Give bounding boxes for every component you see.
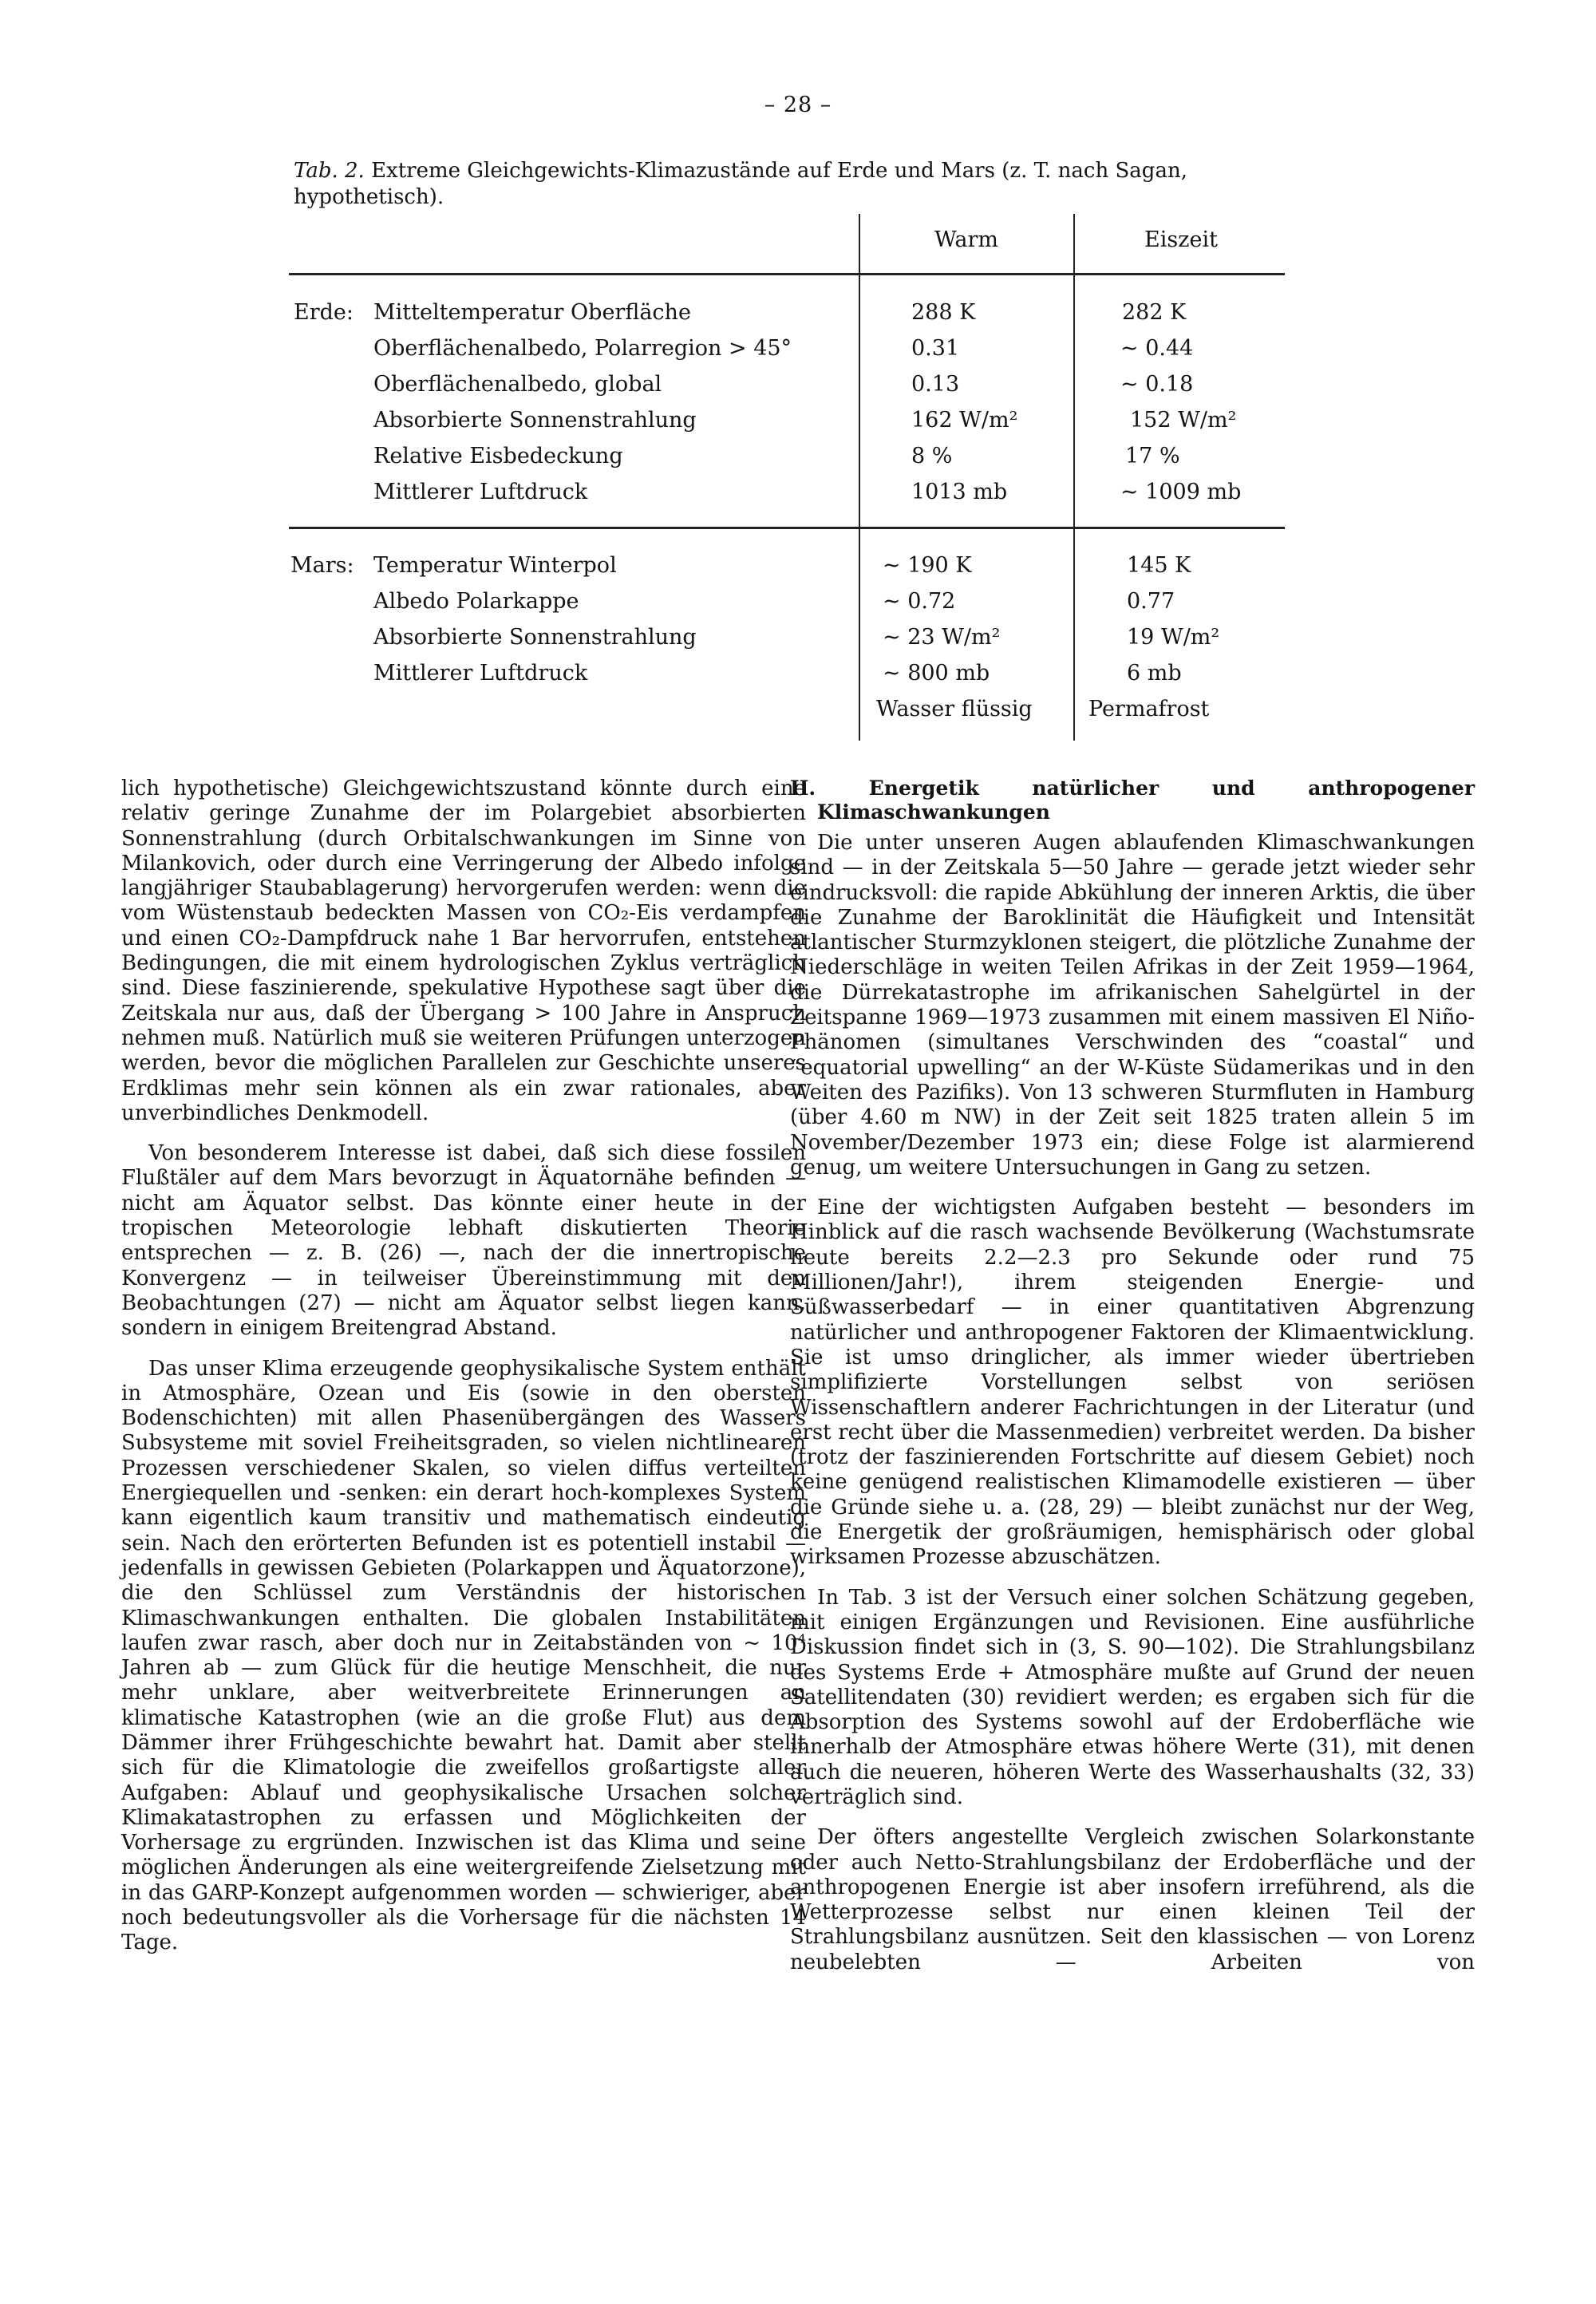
warm-cell: ~ 800 mb xyxy=(883,661,990,686)
section-heading: II. Energetik natürlicher und anthropogener Klimaschwankungen xyxy=(790,777,1475,824)
header-eiszeit: Eiszeit xyxy=(1144,227,1218,252)
eiszeit-cell: 17 % xyxy=(1125,444,1180,468)
eiszeit-cell: 282 K xyxy=(1122,300,1187,325)
header-warm: Warm xyxy=(934,227,998,252)
eiszeit-cell: 145 K xyxy=(1127,553,1191,578)
eiszeit-cell: ~ 0.44 xyxy=(1120,336,1194,361)
warm-cell: 288 K xyxy=(911,300,976,325)
body-paragraph: Der öfters angestellte Vergleich zwischen Solarkonstante oder auch Netto-Strahlungsbilanz der Erdoberfläche und der anthropogenen Energie ist aber insofern irreführend, als die Wetterprozesse selbst nur einen kleinen Teil der Strahlungsbilanz ausnützen. Seit den klassischen — von Lorenz neubelebten — Arbeiten von xyxy=(790,1825,1475,1974)
param-cell: Mitteltemperatur Oberfläche xyxy=(373,300,691,325)
warm-cell: ~ 0.72 xyxy=(883,589,956,614)
body-paragraph: In Tab. 3 ist der Versuch einer solchen Schätzung gegeben, mit einigen Ergänzungen und Revisionen. Eine ausführliche Diskussion findet sich in (3, S. 90—102). Die Strahlungsbilanz des Systems Erde + Atmosphäre mußte auf Grund der neuen Satellitendaten (30) revidiert werden; es ergaben sich für die Absorption des Systems sowohl auf der Erdoberfläche wie innerhalb der Atmosphäre etwas höhere Werte (31), mit denen auch die neueren, höheren Werte des Wasserhaushalts (32, 33) verträglich sind. xyxy=(790,1585,1475,1809)
param-cell: Mittlerer Luftdruck xyxy=(373,661,588,686)
table-rule-middle xyxy=(289,527,1285,529)
table-caption xyxy=(294,158,1307,211)
warm-cell: Wasser flüssig xyxy=(876,697,1033,721)
table-divider-right xyxy=(1073,214,1075,741)
group-label-erde: Erde: xyxy=(294,300,354,325)
page-number: – 28 – xyxy=(764,93,832,117)
table-caption-label: Tab. 2. xyxy=(294,159,365,183)
right-column xyxy=(790,777,1475,1990)
eiszeit-cell: Permafrost xyxy=(1088,697,1210,721)
eiszeit-cell: 6 mb xyxy=(1127,661,1182,686)
body-paragraph: lich hypothetische) Gleichgewichtszustand könnte durch eine relativ geringe Zunahme der im Polargebiet absorbierten Sonnenstrahlung (durch Orbitalschwankungen im Sinne von Milankovich, oder durch eine Verringerung der Albedo infolge langjähriger Staubablagerung) hervorgerufen werden: wenn die vom Wüstenstaub bedeckten Massen von CO₂-Eis verdampfen und einen CO₂-Dampfdruck nahe 1 Bar hervorrufen, entstehen Bedingungen, die mit einem hydrologischen Zyklus verträglich sind. Diese faszinierende, spekulative Hypothese sagt über die Zeitskala nur aus, daß der Übergang > 100 Jahre in Anspruch nehmen muß. Natürlich muß sie weiteren Prüfungen unterzogen werden, bevor die möglichen Parallelen zur Geschichte unseres Erdklimas mehr sein können als ein zwar rationales, aber unverbindliches Denkmodell. xyxy=(121,777,806,1125)
body-paragraph: Die unter unseren Augen ablaufenden Klimaschwankungen sind — in der Zeitskala 5—50 Jahre — gerade jetzt wieder sehr eindrucksvoll: die rapide Abkühlung der inneren Arktis, die über die Zunahme der Baroklinität die Häufigkeit und Intensität atlantischer Sturmzyklonen steigert, die plötzliche Zunahme der Niederschläge in weiten Teilen Afrikas in der Zeit 1959—1964, die Dürrekatastrophe im afrikanischen Sahelgürtel in der Zeitspanne 1969—1973 zusammen mit einem massiven El Niño-Phänomen (simultanes Verschwinden des “coastal“ und “equatorial upwelling“ an der W-Küste Südamerikas und in den Weiten des Pazifiks). Von 13 schweren Sturmfluten in Hamburg (über 4.60 m NW) in der Zeit seit 1825 traten allein 5 im November/Dezember 1973 ein; diese Folge ist alarmierend genug, um weitere Untersuchungen in Gang zu setzen. xyxy=(790,831,1475,1180)
param-cell: Oberflächenalbedo, global xyxy=(373,372,662,397)
table-divider-left xyxy=(859,214,860,741)
warm-cell: 1013 mb xyxy=(911,480,1008,504)
eiszeit-cell: ~ 1009 mb xyxy=(1120,480,1242,504)
param-cell: Oberflächenalbedo, Polarregion > 45° xyxy=(373,336,792,361)
eiszeit-cell: ~ 0.18 xyxy=(1120,372,1194,397)
param-cell: Absorbierte Sonnenstrahlung xyxy=(373,625,697,650)
warm-cell: 0.13 xyxy=(911,372,960,397)
param-cell: Relative Eisbedeckung xyxy=(373,444,623,468)
param-cell: Albedo Polarkappe xyxy=(373,589,579,614)
left-column xyxy=(121,777,806,1971)
eiszeit-cell: 19 W/m² xyxy=(1127,625,1220,650)
warm-cell: ~ 23 W/m² xyxy=(883,625,1001,650)
warm-cell: 8 % xyxy=(911,444,953,468)
table-rule-top xyxy=(289,273,1285,275)
body-paragraph: Von besonderem Interesse ist dabei, daß sich diese fossilen Flußtäler auf dem Mars bevorzugt in Äquatornähe befinden — nicht am Äquator selbst. Das könnte einer heute in der tropischen Meteorologie lebhaft diskutierten Theorie entsprechen — z. B. (26) —, nach der die innertropische Konvergenz — in teilweiser Übereinstimmung mit den Beobachtungen (27) — nicht am Äquator selbst liegen kann, sondern in einigem Breitengrad Abstand. xyxy=(121,1141,806,1341)
warm-cell: 162 W/m² xyxy=(911,408,1018,433)
eiszeit-cell: 152 W/m² xyxy=(1130,408,1237,433)
eiszeit-cell: 0.77 xyxy=(1127,589,1175,614)
param-cell: Mittlerer Luftdruck xyxy=(373,480,588,504)
warm-cell: ~ 190 K xyxy=(883,553,972,578)
body-paragraph: Das unser Klima erzeugende geophysikalische System enthält in Atmosphäre, Ozean und Eis (sowie in den obersten Bodenschichten) mit allen Phasenübergängen des Wassers Subsysteme mit soviel Freiheitsgraden, so vielen nichtlinearen Prozessen verschiedener Skalen, so vielen diffus verteilten Energiequellen und -senken: ein derart hoch-komplexes System kann eigentlich kaum transitiv und mathematisch eindeutig sein. Nach den erörterten Befunden ist es potentiell instabil — jedenfalls in gewissen Gebieten (Polarkappen und Äquatorzone), die den Schlüssel zum Verständnis der historischen Klimaschwankungen enthalten. Die globalen Instabilitäten laufen zwar rasch, aber doch nur in Zeitabständen von ~ 10⁴ Jahren ab — zum Glück für die heutige Menschheit, die nur mehr unklare, aber weitverbreitete Erinnerungen an klimatische Katastrophen (wie an die große Flut) aus dem Dämmer ihrer Frühgeschichte bewahrt hat. Damit aber stellt sich für die Klimatologie die zweifellos großartigste aller Aufgaben: Ablauf und geophysikalische Ursachen solcher Klimakatastrophen zu erfassen und Möglichkeiten der Vorhersage zu ergründen. Inzwischen ist das Klima und seine möglichen Änderungen als eine weitergreifende Zielsetzung mit in das GARP-Konzept aufgenommen worden — schwieriger, aber noch bedeutungsvoller als die Vorhersage für die nächsten 14 Tage. xyxy=(121,1356,806,1955)
param-cell: Absorbierte Sonnenstrahlung xyxy=(373,408,697,433)
param-cell: Temperatur Winterpol xyxy=(373,553,617,578)
body-paragraph: Eine der wichtigsten Aufgaben besteht — besonders im Hinblick auf die rasch wachsende Bevölkerung (Wachstumsrate heute bereits 2.2—2.3 pro Sekunde oder rund 75 Millionen/Jahr!), ihrem steigenden Energie- und Süßwasserbedarf — in einer quantitativen Abgrenzung natürlicher und anthropogener Faktoren der Klimaentwicklung. Sie ist umso dringlicher, als immer wieder übertrieben simplifizierte Vorstellungen selbst von seriösen Wissenschaftlern anderer Fachrichtungen in der Literatur (und erst recht über die Massenmedien) verbreitet werden. Da bisher (trotz der faszinierenden Fortschritte auf diesem Gebiet) noch keine genügend realistischen Klimamodelle existieren — über die Gründe siehe u. a. (28, 29) — bleibt zunächst nur der Weg, die Energetik der großräumigen, hemisphärisch oder global wirksamen Prozesse abzuschätzen. xyxy=(790,1195,1475,1570)
warm-cell: 0.31 xyxy=(911,336,960,361)
group-label-mars: Mars: xyxy=(290,553,354,578)
table-caption-text: Extreme Gleichgewichts-Klimazustände auf Erde und Mars (z. T. nach Sagan, hypothetisch). xyxy=(294,159,1187,209)
